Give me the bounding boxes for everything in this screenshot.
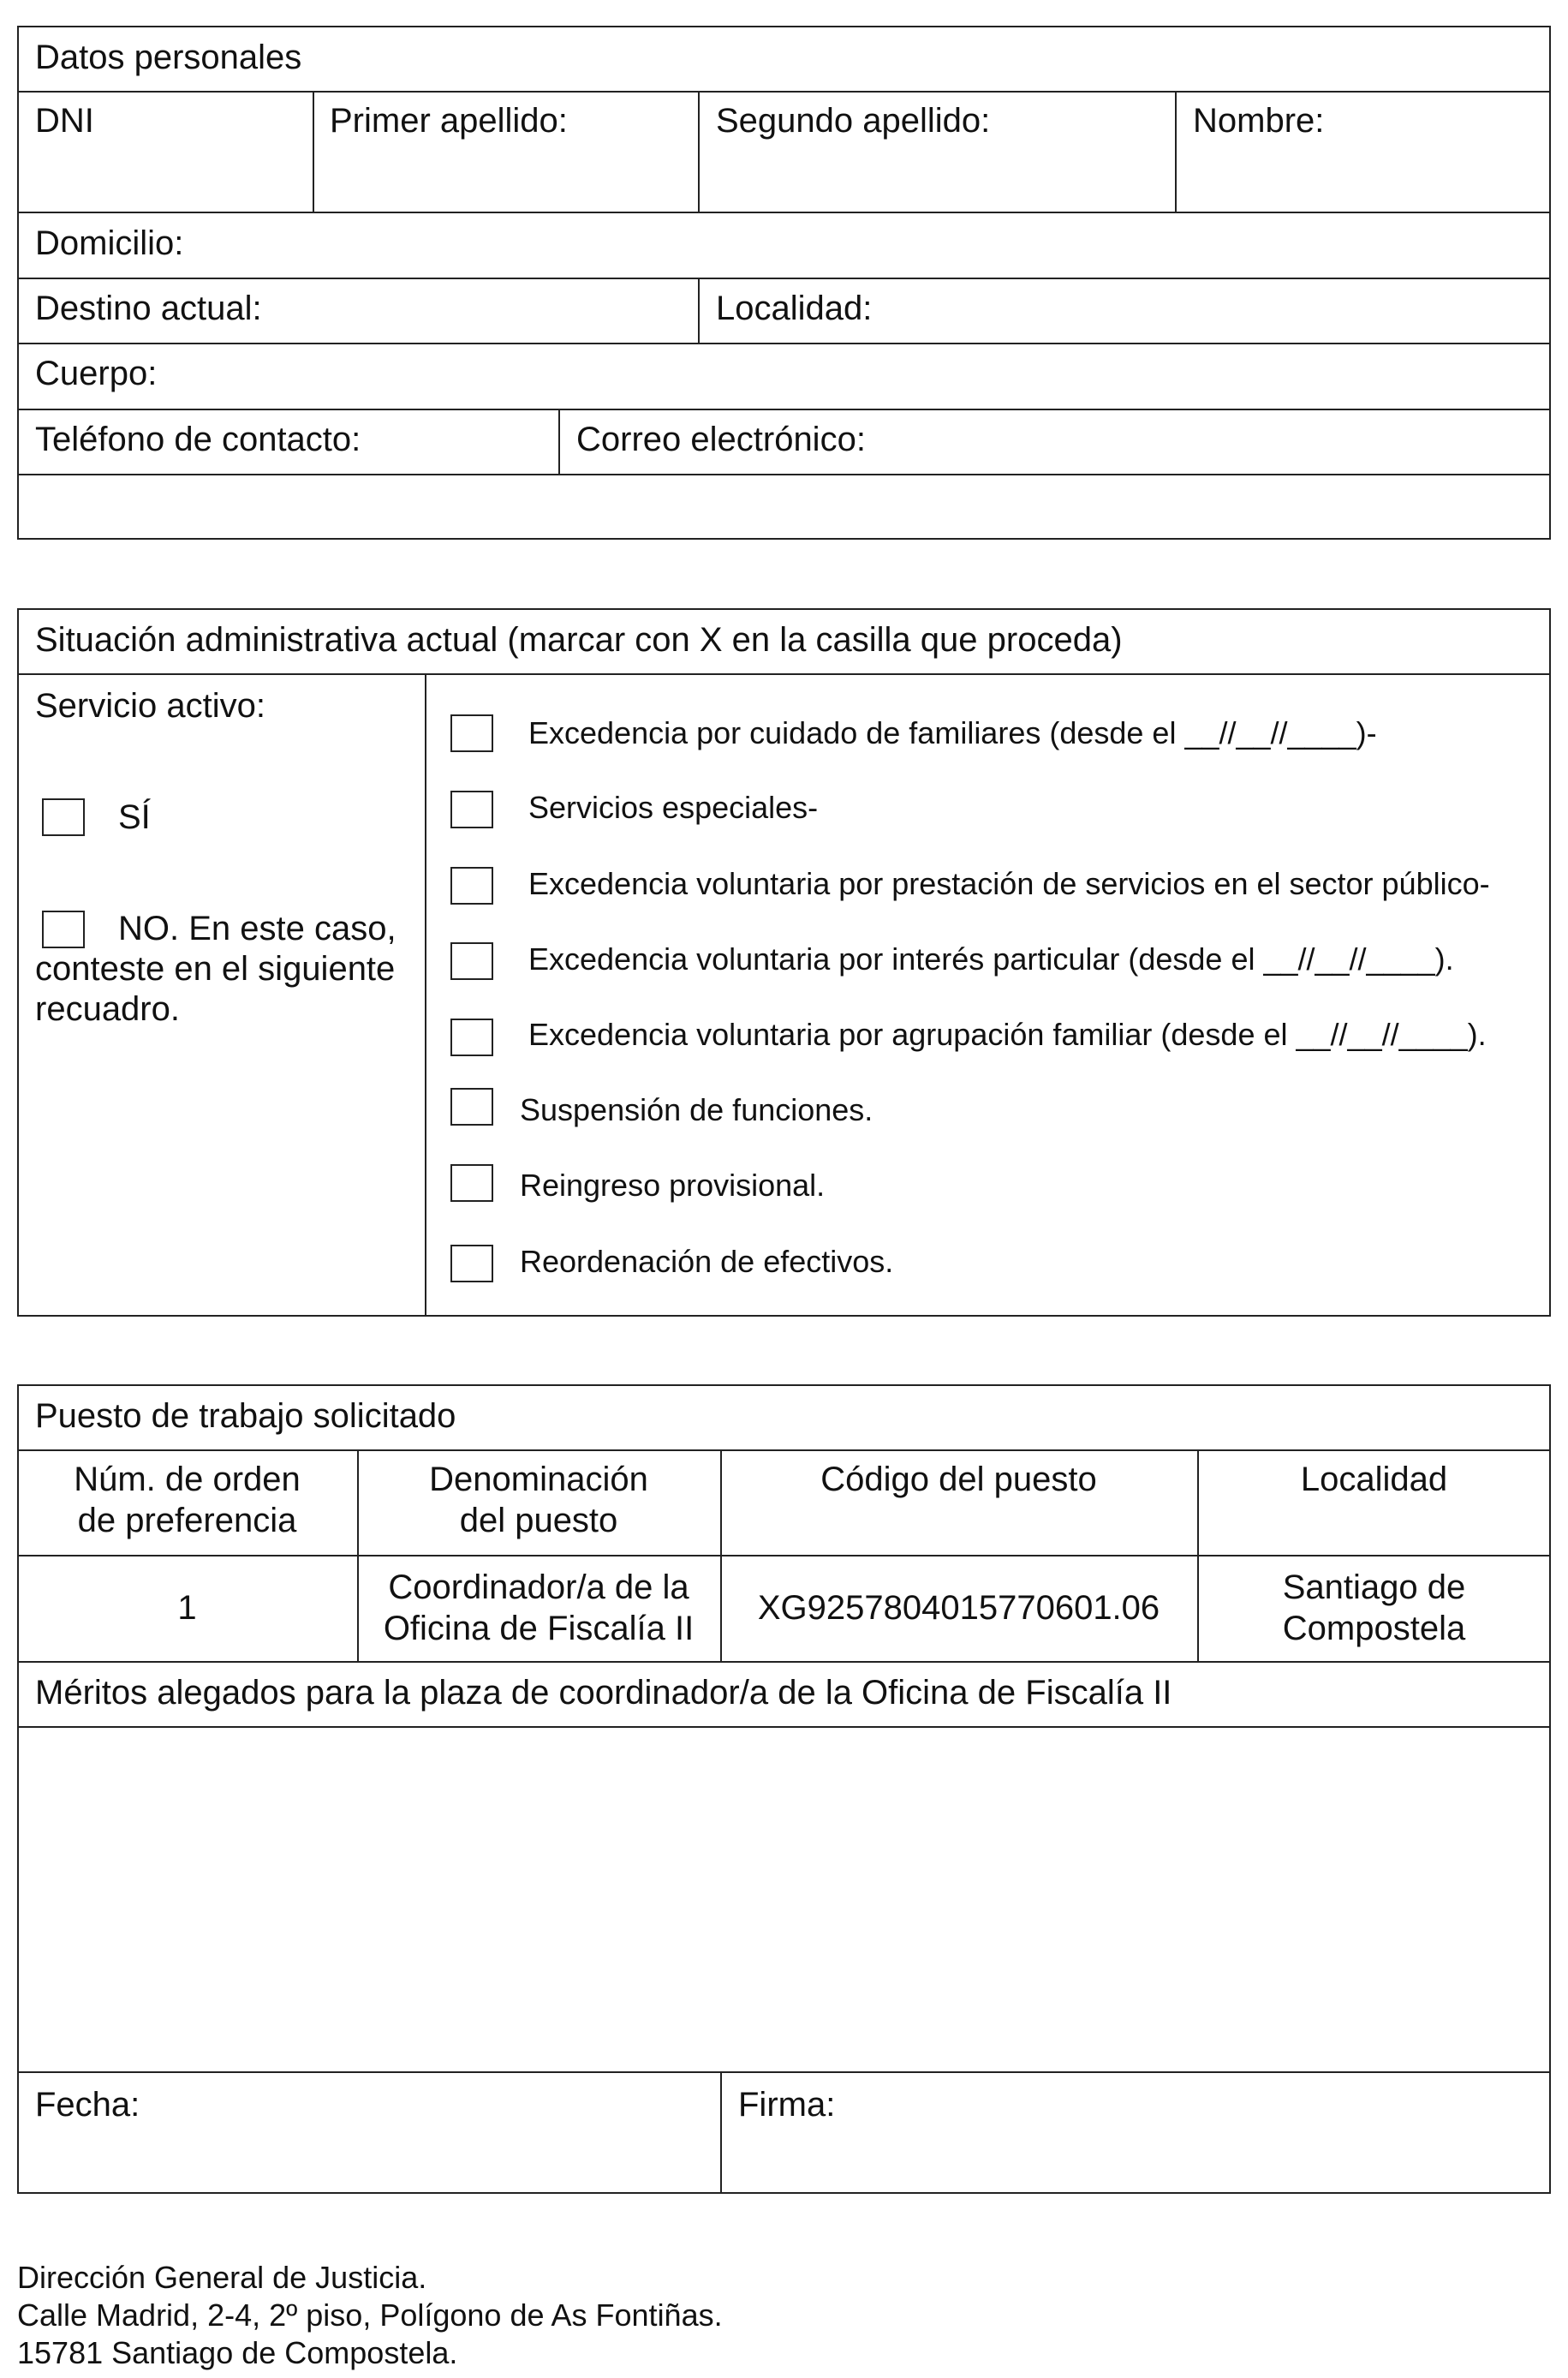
no-label-continued: conteste en el siguiente bbox=[35, 950, 396, 988]
cell-text: Coordinador/a de la bbox=[388, 1568, 689, 1606]
cell-text: XG9257804015770601.06 bbox=[757, 1589, 1160, 1627]
section-title-personal: Datos personales bbox=[35, 39, 302, 76]
option-checkbox[interactable] bbox=[450, 1088, 493, 1126]
si-label: SÍ bbox=[118, 798, 151, 836]
footer-address-line: Calle Madrid, 2-4, 2º piso, Polígono de As Fontiñas. bbox=[17, 2297, 723, 2333]
cell-text: Oficina de Fiscalía II bbox=[383, 1610, 695, 1647]
nombre-label: Nombre: bbox=[1193, 102, 1325, 140]
divider bbox=[698, 278, 700, 343]
section-title-puesto: Puesto de trabajo solicitado bbox=[35, 1397, 456, 1435]
cell-text: Compostela bbox=[1282, 1610, 1466, 1647]
divider bbox=[425, 673, 426, 1317]
firma-label: Firma: bbox=[738, 2086, 836, 2124]
option-checkbox[interactable] bbox=[450, 1019, 493, 1056]
column-header-orden bbox=[17, 1459, 357, 1541]
option-label: Excedencia voluntaria por interés particular (desde el __//__//____). bbox=[528, 941, 1454, 977]
divider bbox=[698, 91, 700, 212]
option-checkbox[interactable] bbox=[450, 1245, 493, 1282]
si-checkbox[interactable] bbox=[42, 798, 85, 836]
no-label-continued: recuadro. bbox=[35, 990, 180, 1028]
divider bbox=[17, 1661, 1551, 1663]
primer-apellido-label: Primer apellido: bbox=[330, 102, 568, 140]
option-checkbox[interactable] bbox=[450, 1164, 493, 1202]
option-label: Excedencia voluntaria por agrupación familiar (desde el __//__//____). bbox=[528, 1017, 1487, 1052]
option-checkbox[interactable] bbox=[450, 714, 493, 752]
fecha-label: Fecha: bbox=[35, 2086, 140, 2124]
section-title-situacion: Situación administrativa actual (marcar con X en la casilla que proceda) bbox=[35, 621, 1123, 659]
option-label: Reordenación de efectivos. bbox=[520, 1244, 894, 1279]
option-label: Servicios especiales- bbox=[528, 790, 819, 825]
column-header-text: Núm. de orden bbox=[74, 1461, 301, 1498]
servicio-activo-label: Servicio activo: bbox=[35, 687, 265, 725]
column-header-denominacion bbox=[357, 1459, 720, 1541]
option-checkbox[interactable] bbox=[450, 942, 493, 980]
table-cell-orden bbox=[17, 1555, 357, 1661]
divider bbox=[17, 474, 1551, 475]
column-header-text: Código del puesto bbox=[820, 1461, 1097, 1498]
divider bbox=[313, 91, 314, 212]
table-cell-denominacion bbox=[357, 1555, 720, 1661]
divider bbox=[17, 2071, 1551, 2073]
column-header-codigo bbox=[720, 1459, 1197, 1500]
divider bbox=[558, 409, 560, 474]
divider bbox=[17, 1726, 1551, 1728]
cuerpo-label: Cuerpo: bbox=[35, 355, 158, 392]
table-cell-localidad bbox=[1197, 1555, 1551, 1661]
segundo-apellido-label: Segundo apellido: bbox=[716, 102, 991, 140]
localidad-label: Localidad: bbox=[716, 290, 873, 327]
divider bbox=[17, 91, 1551, 93]
meritos-label: Méritos alegados para la plaza de coordinador/a de la Oficina de Fiscalía II bbox=[35, 1674, 1172, 1712]
option-label: Excedencia por cuidado de familiares (desde el __//__//____)- bbox=[528, 715, 1377, 750]
footer-address-line: Dirección General de Justicia. bbox=[17, 2260, 427, 2295]
divider bbox=[17, 1449, 1551, 1451]
divider bbox=[17, 673, 1551, 675]
column-header-localidad bbox=[1197, 1459, 1551, 1500]
column-header-text: Denominación bbox=[429, 1461, 648, 1498]
option-checkbox[interactable] bbox=[450, 791, 493, 828]
cell-text: 1 bbox=[177, 1589, 197, 1627]
correo-label: Correo electrónico: bbox=[576, 421, 866, 458]
option-label: Reingreso provisional. bbox=[520, 1168, 826, 1203]
column-header-text: Localidad bbox=[1300, 1461, 1448, 1498]
table-cell-codigo bbox=[720, 1555, 1197, 1661]
cell-text: Santiago de bbox=[1282, 1568, 1466, 1606]
telefono-label: Teléfono de contacto: bbox=[35, 421, 361, 458]
divider bbox=[17, 409, 1551, 410]
divider bbox=[17, 343, 1551, 344]
column-header-text: del puesto bbox=[459, 1502, 618, 1539]
domicilio-label: Domicilio: bbox=[35, 224, 184, 262]
divider bbox=[1175, 91, 1177, 212]
dni-label: DNI bbox=[35, 102, 94, 140]
option-checkbox[interactable] bbox=[450, 867, 493, 905]
divider bbox=[17, 278, 1551, 279]
no-label: NO. En este caso, bbox=[118, 910, 396, 947]
divider bbox=[17, 212, 1551, 213]
column-header-text: de preferencia bbox=[77, 1502, 297, 1539]
no-checkbox[interactable] bbox=[42, 911, 85, 948]
destino-actual-label: Destino actual: bbox=[35, 290, 262, 327]
option-label: Excedencia voluntaria por prestación de servicios en el sector público- bbox=[528, 866, 1490, 901]
footer-address-line: 15781 Santiago de Compostela. bbox=[17, 2335, 458, 2370]
option-label: Suspensión de funciones. bbox=[520, 1092, 873, 1127]
divider bbox=[720, 2071, 722, 2194]
